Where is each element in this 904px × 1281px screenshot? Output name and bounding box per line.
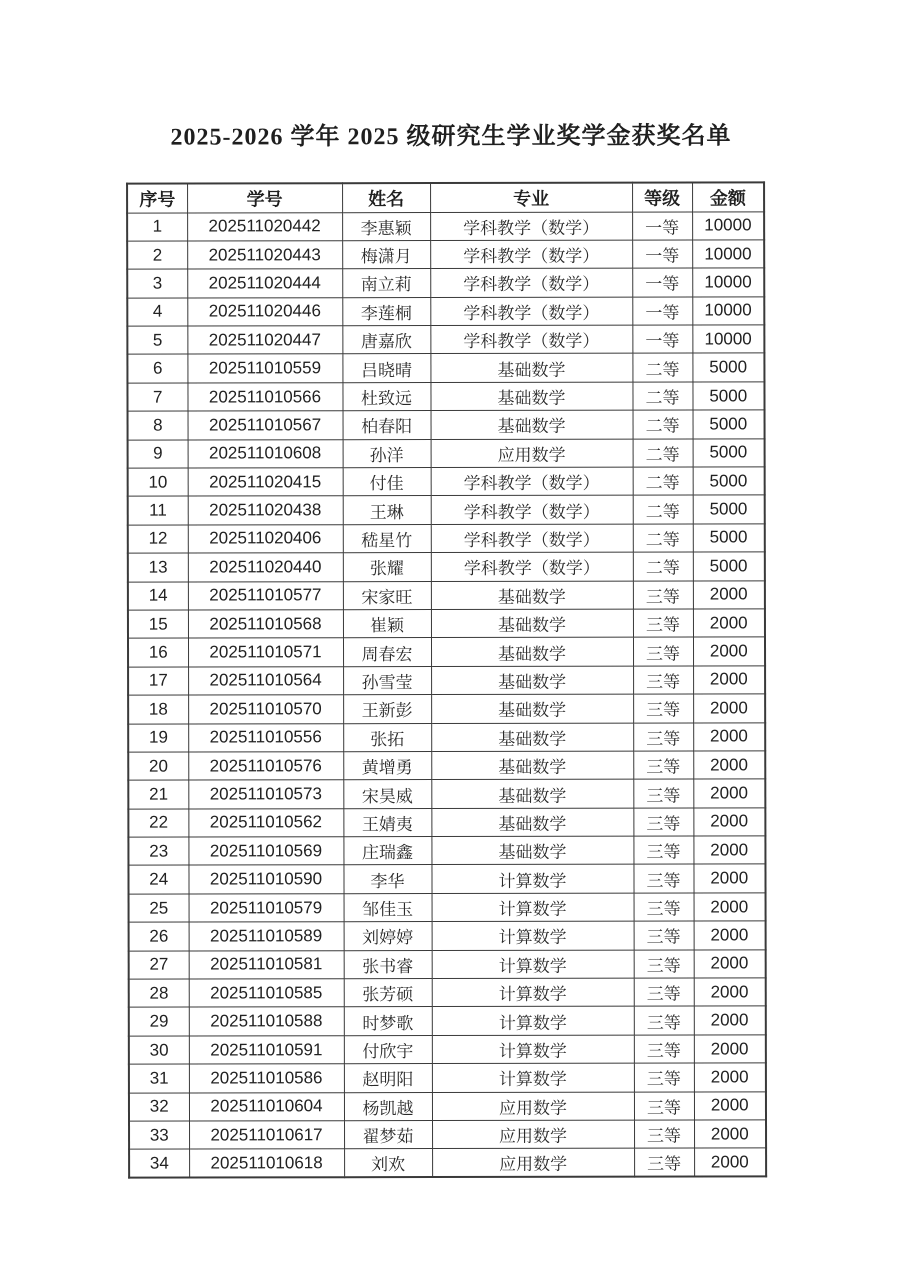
cell-major: 基础数学: [431, 779, 633, 808]
cell-major: 基础数学: [431, 637, 633, 666]
cell-major: 基础数学: [431, 751, 633, 780]
cell-student-id: 202511020444: [187, 269, 342, 298]
table-row: [128, 637, 765, 667]
cell-student-id: 202511010585: [189, 979, 344, 1008]
cell-grade: 三等: [633, 581, 693, 610]
cell-grade: 二等: [633, 439, 693, 468]
table-row: [127, 211, 764, 241]
cell-student-id: 202511020447: [187, 326, 342, 355]
cell-amount: 2000: [693, 666, 765, 695]
cell-major: 应用数学: [432, 1120, 634, 1149]
cell-name: 李莲桐: [342, 297, 430, 326]
cell-no: 5: [127, 326, 187, 355]
cell-name: 张芳硕: [344, 979, 432, 1008]
cell-amount: 5000: [693, 438, 765, 467]
cell-student-id: 202511010589: [189, 922, 344, 951]
cell-grade: 一等: [632, 240, 692, 269]
cell-student-id: 202511010569: [188, 837, 343, 866]
cell-name: 邹佳玉: [344, 893, 432, 922]
cell-amount: 2000: [694, 1148, 766, 1177]
table-row: [128, 495, 765, 525]
cell-major: 基础数学: [431, 836, 633, 865]
cell-grade: 二等: [633, 410, 693, 439]
cell-student-id: 202511010579: [189, 894, 344, 923]
cell-major: 基础数学: [431, 808, 633, 837]
cell-name: 张书睿: [344, 950, 432, 979]
cell-amount: 2000: [694, 893, 766, 922]
cell-no: 1: [127, 213, 187, 242]
cell-amount: 10000: [692, 297, 764, 326]
cell-amount: 2000: [694, 1091, 766, 1120]
cell-amount: 2000: [694, 1063, 766, 1092]
cell-major: 学科教学（数学）: [430, 268, 632, 297]
table-row: [128, 524, 765, 554]
cell-name: 宋昊威: [343, 780, 431, 809]
cell-student-id: 202511010564: [188, 666, 343, 695]
cell-major: 基础数学: [431, 410, 633, 439]
table-row: [128, 836, 765, 866]
cell-major: 学科教学（数学）: [431, 524, 633, 553]
cell-name: 柏春阳: [343, 411, 431, 440]
cell-amount: 5000: [692, 353, 764, 382]
cell-name: 黄增勇: [343, 751, 431, 780]
cell-major: 学科教学（数学）: [431, 552, 633, 581]
cell-name: 付佳: [343, 468, 431, 497]
cell-grade: 三等: [633, 637, 693, 666]
column-header-amount: 金额: [692, 182, 764, 211]
cell-no: 13: [128, 553, 188, 582]
cell-major: 计算数学: [431, 865, 633, 894]
cell-grade: 三等: [633, 609, 693, 638]
table-row: [129, 1035, 766, 1065]
cell-grade: 三等: [633, 864, 693, 893]
cell-grade: 三等: [634, 1092, 694, 1121]
cell-student-id: 202511020446: [187, 297, 342, 326]
table-row: [128, 751, 765, 781]
cell-student-id: 202511010571: [188, 638, 343, 667]
cell-student-id: 202511010608: [188, 439, 343, 468]
cell-name: 吕晓晴: [342, 354, 430, 383]
cell-student-id: 202511020442: [187, 212, 342, 241]
cell-major: 计算数学: [432, 1007, 634, 1036]
table-row: [128, 410, 765, 440]
cell-grade: 三等: [633, 694, 693, 723]
table-row: [129, 1120, 766, 1150]
cell-no: 34: [129, 1149, 189, 1178]
cell-name: 王婧夷: [343, 808, 431, 837]
column-header-grade: 等级: [632, 182, 692, 211]
cell-major: 计算数学: [432, 1063, 634, 1092]
table-row: [129, 1148, 766, 1178]
cell-student-id: 202511010570: [188, 695, 343, 724]
cell-grade: 三等: [634, 1035, 694, 1064]
table-body: [127, 211, 766, 1178]
cell-no: 26: [129, 922, 189, 951]
table-row: [129, 921, 766, 951]
cell-grade: 三等: [633, 666, 693, 695]
cell-name: 翟梦茹: [344, 1121, 432, 1150]
cell-grade: 二等: [633, 495, 693, 524]
cell-amount: 5000: [693, 524, 765, 553]
column-header-name: 姓名: [342, 183, 430, 212]
cell-amount: 2000: [693, 864, 765, 893]
cell-amount: 5000: [693, 467, 765, 496]
cell-amount: 2000: [693, 637, 765, 666]
cell-grade: 三等: [633, 836, 693, 865]
cell-amount: 2000: [694, 1120, 766, 1149]
cell-no: 18: [128, 695, 188, 724]
cell-major: 计算数学: [432, 978, 634, 1007]
cell-name: 杨凯越: [344, 1092, 432, 1121]
cell-grade: 三等: [633, 808, 693, 837]
cell-no: 32: [129, 1093, 189, 1122]
cell-no: 19: [128, 724, 188, 753]
cell-amount: 10000: [692, 325, 764, 354]
cell-no: 6: [127, 355, 187, 384]
cell-name: 庄瑞鑫: [343, 837, 431, 866]
cell-name: 孙雪莹: [343, 666, 431, 695]
cell-student-id: 202511010573: [188, 780, 343, 809]
cell-grade: 二等: [633, 467, 693, 496]
cell-major: 计算数学: [432, 950, 634, 979]
cell-grade: 三等: [634, 1148, 694, 1177]
cell-name: 唐嘉欣: [342, 326, 430, 355]
cell-major: 应用数学: [431, 439, 633, 468]
cell-student-id: 202511020406: [188, 525, 343, 554]
cell-no: 9: [128, 440, 188, 469]
table-row: [129, 893, 766, 923]
table-row: [128, 467, 765, 497]
cell-major: 学科教学（数学）: [431, 496, 633, 525]
cell-no: 15: [128, 610, 188, 639]
cell-major: 基础数学: [431, 694, 633, 723]
cell-grade: 三等: [634, 1063, 694, 1092]
cell-name: 南立莉: [342, 269, 430, 298]
table-row: [129, 1006, 766, 1036]
cell-grade: 三等: [634, 950, 694, 979]
cell-student-id: 202511010588: [189, 1007, 344, 1036]
cell-major: 基础数学: [430, 382, 632, 411]
cell-student-id: 202511020438: [188, 496, 343, 525]
cell-no: 27: [129, 951, 189, 980]
table-row: [128, 779, 765, 809]
cell-student-id: 202511010566: [187, 383, 342, 412]
cell-major: 基础数学: [431, 666, 633, 695]
cell-major: 应用数学: [432, 1149, 634, 1178]
cell-name: 时梦歌: [344, 1007, 432, 1036]
cell-no: 2: [127, 241, 187, 270]
cell-grade: 三等: [634, 1006, 694, 1035]
cell-amount: 2000: [693, 808, 765, 837]
cell-grade: 三等: [633, 779, 693, 808]
cell-name: 梅潇月: [342, 240, 430, 269]
cell-grade: 三等: [634, 1120, 694, 1149]
table-row: [128, 666, 765, 696]
cell-no: 33: [129, 1121, 189, 1150]
cell-grade: 三等: [634, 921, 694, 950]
cell-student-id: 202511020440: [188, 553, 343, 582]
cell-student-id: 202511010618: [189, 1149, 344, 1178]
cell-amount: 10000: [692, 268, 764, 297]
cell-grade: 一等: [632, 297, 692, 326]
table-row: [128, 722, 765, 752]
cell-grade: 三等: [633, 723, 693, 752]
cell-student-id: 202511010604: [189, 1092, 344, 1121]
table-row: [128, 864, 765, 894]
cell-no: 29: [129, 1007, 189, 1036]
cell-no: 14: [128, 582, 188, 611]
cell-no: 4: [127, 298, 187, 327]
cell-amount: 5000: [693, 552, 765, 581]
cell-student-id: 202511010568: [188, 610, 343, 639]
cell-student-id: 202511010577: [188, 581, 343, 610]
table-header: [127, 182, 764, 212]
cell-name: 嵇星竹: [343, 524, 431, 553]
table-row: [127, 353, 764, 383]
cell-grade: 一等: [632, 211, 692, 240]
cell-major: 学科教学（数学）: [430, 212, 632, 241]
table-row: [127, 240, 764, 270]
cell-major: 基础数学: [430, 354, 632, 383]
cell-amount: 2000: [694, 978, 766, 1007]
cell-name: 周春宏: [343, 638, 431, 667]
table-row: [129, 950, 766, 980]
cell-grade: 三等: [634, 893, 694, 922]
scholarship-award-table: [126, 181, 767, 1179]
table-row: [127, 268, 764, 298]
cell-amount: 2000: [693, 722, 765, 751]
cell-grade: 一等: [632, 325, 692, 354]
cell-amount: 2000: [694, 1006, 766, 1035]
cell-no: 3: [127, 269, 187, 298]
cell-no: 25: [129, 894, 189, 923]
table-row: [129, 1091, 766, 1121]
cell-grade: 三等: [633, 751, 693, 780]
cell-name: 杜致远: [342, 382, 430, 411]
column-header-no: 序号: [127, 184, 187, 213]
cell-no: 23: [128, 837, 188, 866]
cell-student-id: 202511010586: [189, 1064, 344, 1093]
cell-major: 计算数学: [432, 921, 634, 950]
cell-no: 7: [127, 383, 187, 412]
cell-major: 基础数学: [431, 581, 633, 610]
cell-major: 学科教学（数学）: [431, 467, 633, 496]
cell-no: 16: [128, 638, 188, 667]
table-row: [128, 808, 765, 838]
cell-amount: 2000: [693, 751, 765, 780]
cell-student-id: 202511010556: [188, 723, 343, 752]
cell-amount: 2000: [694, 921, 766, 950]
cell-student-id: 202511010617: [189, 1121, 344, 1150]
cell-major: 计算数学: [432, 893, 634, 922]
cell-amount: 5000: [693, 495, 765, 524]
cell-amount: 2000: [694, 1035, 766, 1064]
cell-amount: 2000: [693, 609, 765, 638]
cell-student-id: 202511010559: [187, 354, 342, 383]
cell-no: 24: [128, 866, 188, 895]
table-header-row: [127, 182, 764, 212]
cell-major: 学科教学（数学）: [430, 240, 632, 269]
document-title: 2025-2026 学年 2025 级研究生学业奖学金获奖名单: [170, 123, 732, 151]
cell-amount: 10000: [692, 240, 764, 269]
cell-name: 孙洋: [343, 439, 431, 468]
cell-grade: 二等: [633, 524, 693, 553]
cell-amount: 2000: [693, 580, 765, 609]
table-row: [127, 382, 764, 412]
cell-name: 张拓: [343, 723, 431, 752]
cell-name: 崔颖: [343, 610, 431, 639]
cell-major: 学科教学（数学）: [430, 297, 632, 326]
cell-major: 基础数学: [431, 723, 633, 752]
table-row: [128, 438, 765, 468]
cell-name: 刘欢: [344, 1149, 432, 1178]
cell-name: 付欣宇: [344, 1035, 432, 1064]
cell-no: 28: [129, 979, 189, 1008]
cell-amount: 2000: [693, 779, 765, 808]
cell-grade: 二等: [633, 552, 693, 581]
table-row: [128, 552, 765, 582]
cell-name: 宋家旺: [343, 581, 431, 610]
cell-no: 17: [128, 667, 188, 696]
cell-name: 张耀: [343, 553, 431, 582]
table-row: [129, 1063, 766, 1093]
cell-major: 学科教学（数学）: [430, 325, 632, 354]
cell-student-id: 202511010590: [188, 865, 343, 894]
column-header-student_id: 学号: [187, 183, 342, 212]
table-row: [127, 297, 764, 327]
cell-amount: 2000: [693, 836, 765, 865]
cell-major: 应用数学: [432, 1092, 634, 1121]
cell-major: 计算数学: [432, 1035, 634, 1064]
cell-no: 21: [128, 780, 188, 809]
cell-no: 8: [128, 411, 188, 440]
cell-no: 20: [128, 752, 188, 781]
cell-name: 王新彭: [343, 695, 431, 724]
cell-student-id: 202511010591: [189, 1036, 344, 1065]
cell-name: 王琳: [343, 496, 431, 525]
table-row: [127, 325, 764, 355]
cell-student-id: 202511010576: [188, 752, 343, 781]
cell-no: 31: [129, 1064, 189, 1093]
cell-amount: 2000: [693, 694, 765, 723]
cell-student-id: 202511020415: [188, 468, 343, 497]
cell-amount: 5000: [693, 410, 765, 439]
cell-no: 30: [129, 1036, 189, 1065]
cell-student-id: 202511010562: [188, 808, 343, 837]
table-row: [128, 609, 765, 639]
cell-name: 刘婷婷: [344, 922, 432, 951]
cell-name: 李华: [343, 865, 431, 894]
table-row: [128, 580, 765, 610]
cell-grade: 三等: [634, 978, 694, 1007]
cell-name: 李惠颖: [342, 212, 430, 241]
cell-student-id: 202511010581: [189, 950, 344, 979]
cell-amount: 2000: [694, 950, 766, 979]
cell-grade: 一等: [632, 268, 692, 297]
cell-no: 12: [128, 525, 188, 554]
cell-no: 11: [128, 496, 188, 525]
table-row: [128, 694, 765, 724]
cell-student-id: 202511020443: [187, 241, 342, 270]
cell-grade: 二等: [632, 382, 692, 411]
cell-no: 22: [128, 809, 188, 838]
column-header-major: 专业: [430, 183, 632, 212]
cell-name: 赵明阳: [344, 1064, 432, 1093]
cell-amount: 5000: [692, 382, 764, 411]
table-row: [129, 978, 766, 1008]
cell-major: 基础数学: [431, 609, 633, 638]
cell-no: 10: [128, 468, 188, 497]
cell-grade: 二等: [632, 353, 692, 382]
cell-amount: 10000: [692, 211, 764, 240]
cell-student-id: 202511010567: [188, 411, 343, 440]
